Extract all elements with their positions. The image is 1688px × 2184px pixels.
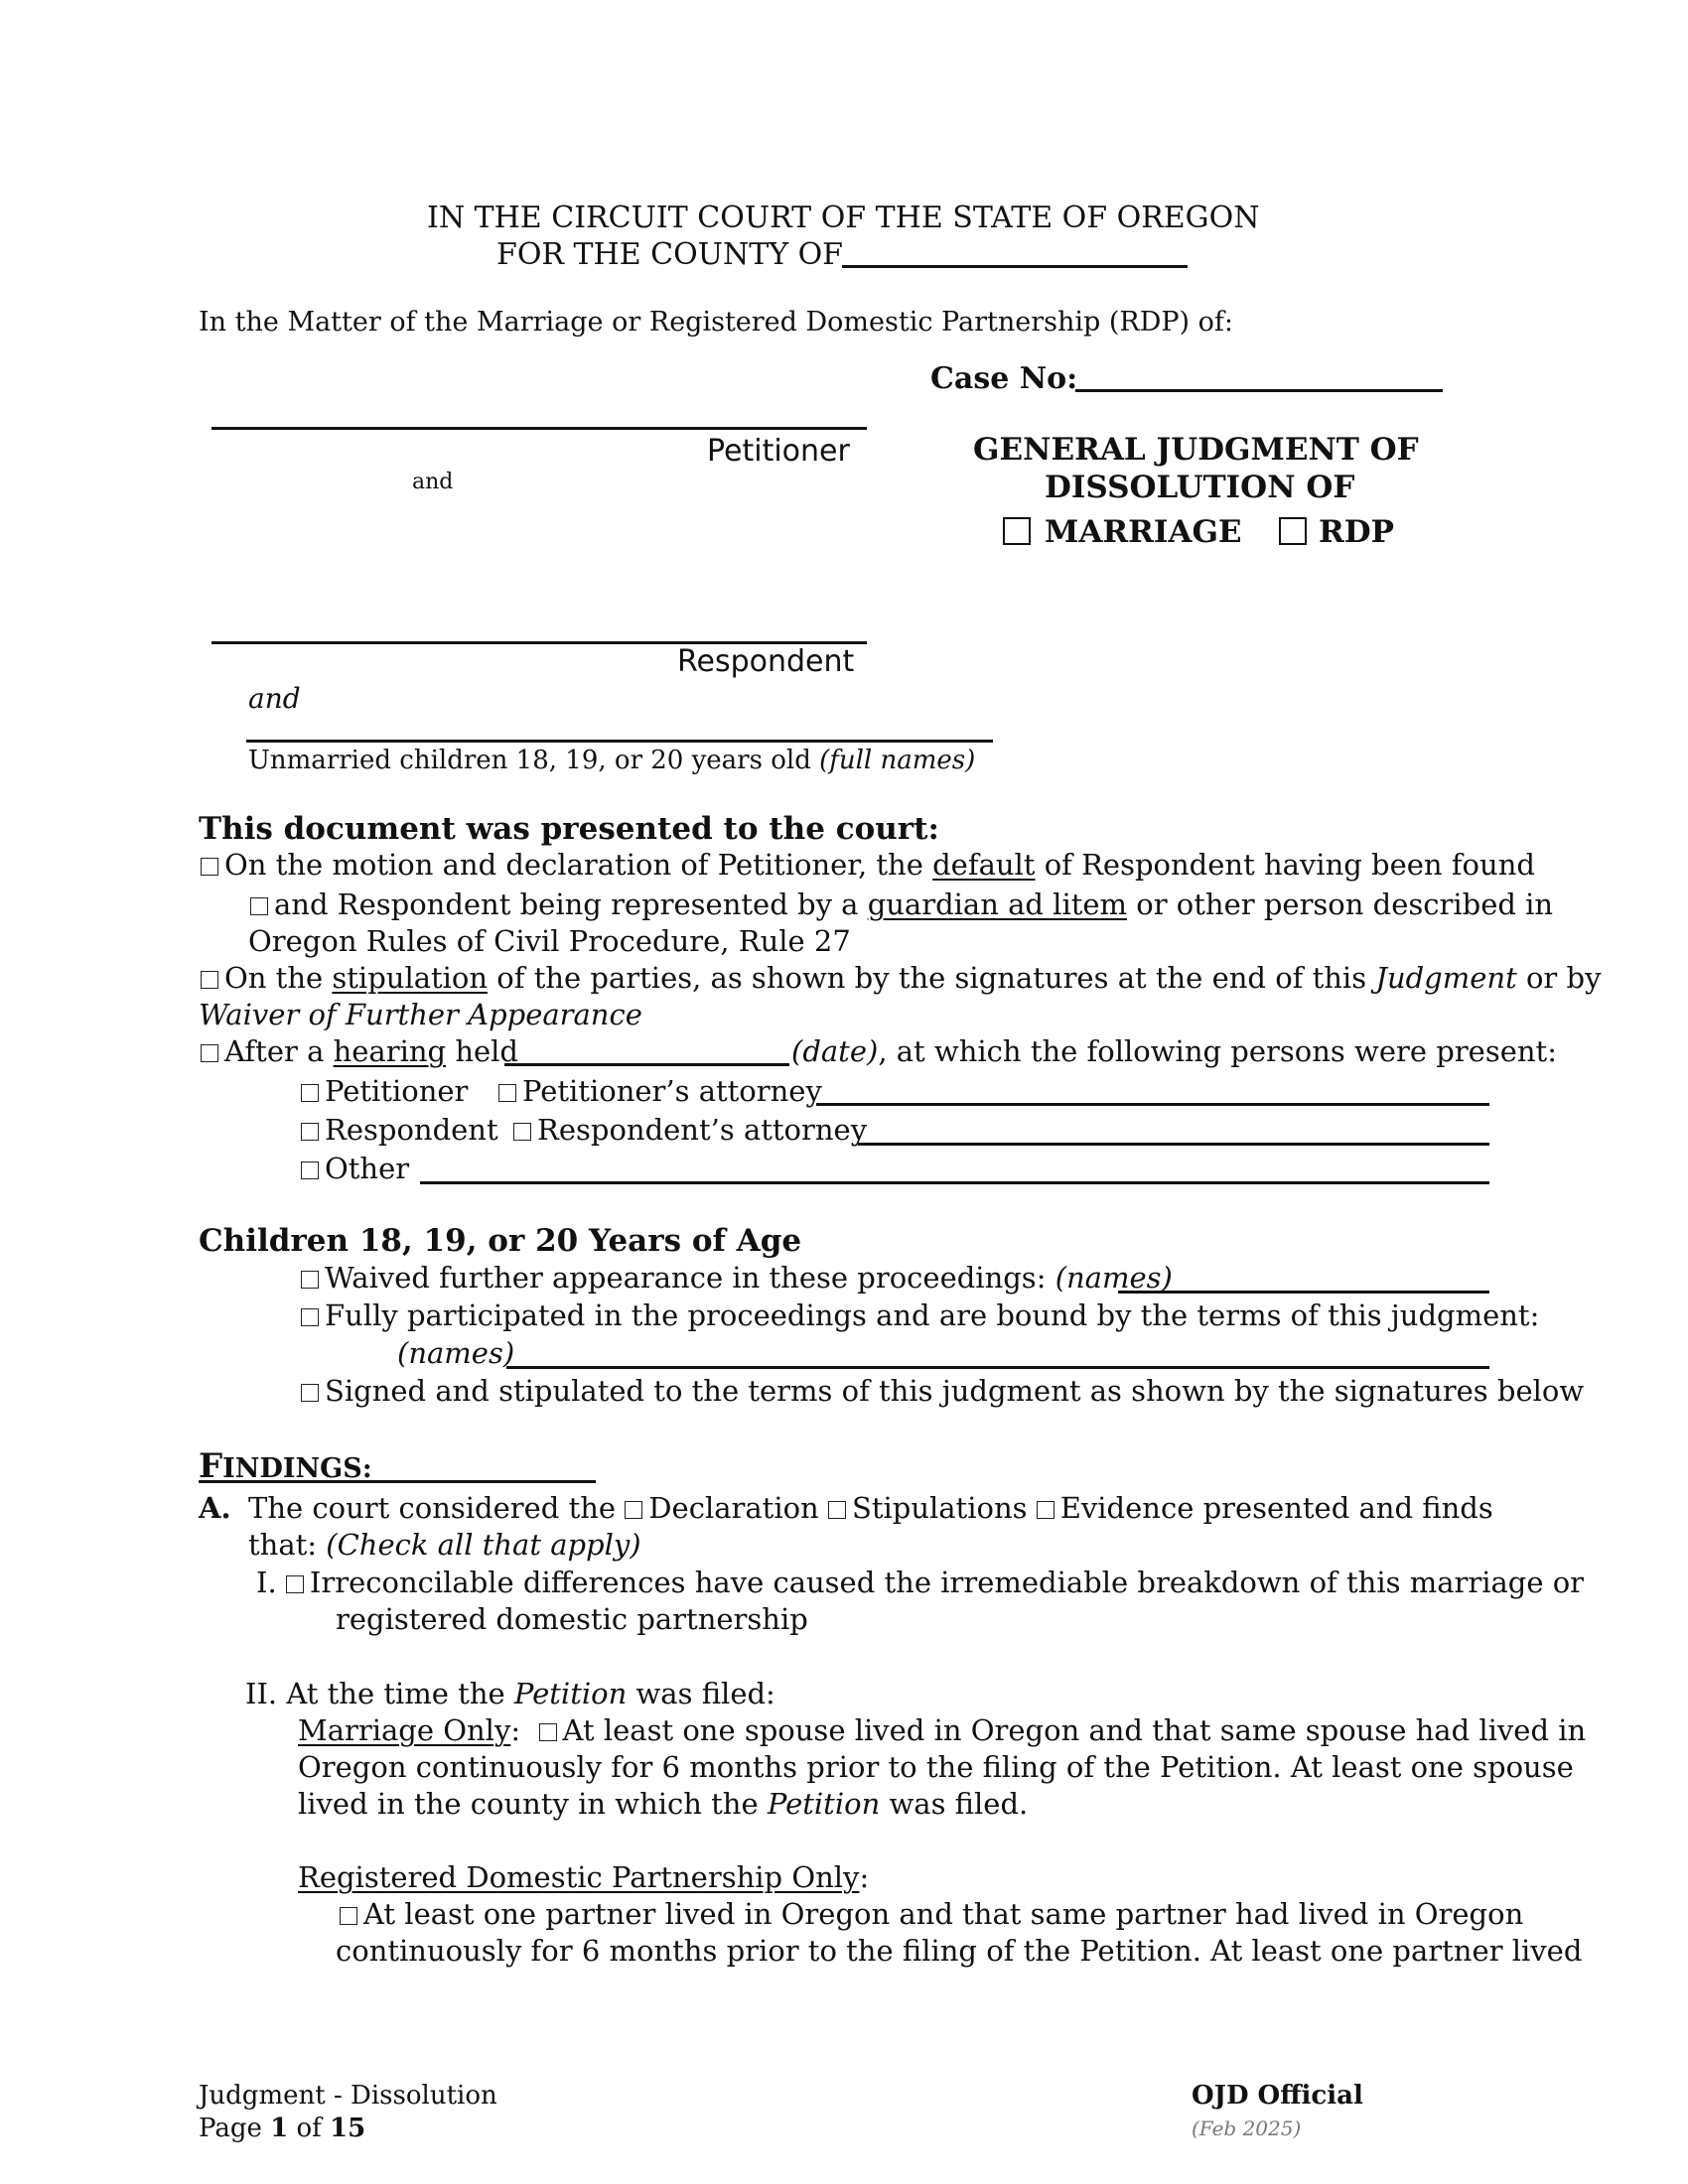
petitioner-name-field[interactable] (211, 427, 867, 430)
declaration-checkbox[interactable] (625, 1501, 642, 1519)
children-label: Unmarried children 18, 19, or 20 years old (full names) (248, 746, 976, 775)
finding-i-text2: registered domestic partnership (336, 1602, 808, 1636)
respondent-attorney-field[interactable] (858, 1143, 1489, 1146)
rdp-only-line2: continuously for 6 months prior to the filing of the Petition. At least one partner lived (336, 1934, 1583, 1968)
county-field[interactable] (842, 265, 1188, 268)
judgment-title-line2: DISSOLUTION OF (1045, 470, 1355, 505)
court-title-line2: FOR THE COUNTY OF (496, 237, 843, 272)
case-no-field[interactable] (1075, 389, 1443, 392)
petitioner-attorney-field[interactable] (816, 1103, 1489, 1106)
children-participated-checkbox[interactable] (301, 1308, 319, 1326)
finding-a-text2: that: (Check all that apply) (248, 1528, 641, 1562)
respondent-label: Respondent (677, 644, 855, 679)
rdp-checkbox[interactable] (1279, 517, 1307, 547)
guardian-checkbox[interactable] (250, 897, 268, 915)
hearing-date-label: (date), at which the following persons were present: (791, 1034, 1557, 1068)
present-respondent-attorney: Respondent’s attorney (513, 1116, 867, 1145)
marriage-option-label: MARRIAGE (1045, 514, 1242, 550)
presented-option-hearing: After a hearing held (201, 1037, 518, 1066)
case-no-label: Case No: (930, 361, 1078, 396)
marriage-only-line3: lived in the county in which the Petition was filed. (298, 1787, 1029, 1821)
court-title-line1: IN THE CIRCUIT COURT OF THE STATE OF OREGON (427, 201, 1260, 235)
presented-heading: This document was presented to the court: (199, 811, 939, 847)
and-italic-label: and (248, 682, 301, 715)
rdp-residency-checkbox[interactable] (340, 1907, 357, 1925)
rdp-option-label: RDP (1319, 514, 1394, 550)
present-respondent-checkbox[interactable] (301, 1123, 319, 1141)
stipulation-checkbox[interactable] (201, 971, 218, 989)
present-petitioner-attorney-checkbox[interactable] (498, 1084, 516, 1102)
stipulations-checkbox[interactable] (828, 1501, 846, 1519)
marriage-residency-checkbox[interactable] (539, 1723, 557, 1741)
present-petitioner-attorney: Petitioner’s attorney (498, 1077, 822, 1106)
findings-heading-underline (199, 1480, 596, 1483)
and-label: and (412, 470, 454, 494)
other-present-field[interactable] (420, 1181, 1489, 1184)
matter-text: In the Matter of the Marriage or Registered Domestic Partnership (RDP) of: (199, 307, 1234, 338)
present-other-checkbox[interactable] (301, 1161, 319, 1179)
judgment-title-line1: GENERAL JUDGMENT OF (973, 432, 1419, 468)
marriage-checkbox[interactable] (1003, 517, 1031, 547)
present-respondent: Respondent (301, 1116, 498, 1145)
present-petitioner: Petitioner (301, 1077, 468, 1106)
petitioner-label: Petitioner (707, 434, 850, 469)
present-respondent-attorney-checkbox[interactable] (513, 1123, 531, 1141)
finding-i: I. Irreconcilable differences have caused the irremediable breakdown of this marriage or (256, 1566, 1585, 1599)
footer-official: OJD Official (1192, 2081, 1363, 2111)
evidence-checkbox[interactable] (1037, 1501, 1055, 1519)
rdp-only-line1: At least one partner lived in Oregon and that same partner had lived in Oregon (340, 1900, 1523, 1929)
default-checkbox[interactable] (201, 858, 218, 876)
children-waived: Waived further appearance in these proceedings: (names) (301, 1264, 1173, 1293)
finding-a-text: The court considered the Declaration Stipulations Evidence presented and finds (248, 1491, 1493, 1525)
children-waived-names-field[interactable] (1118, 1291, 1489, 1294)
children-waived-checkbox[interactable] (301, 1271, 319, 1289)
hearing-checkbox[interactable] (201, 1044, 218, 1062)
present-petitioner-checkbox[interactable] (301, 1084, 319, 1102)
irreconcilable-checkbox[interactable] (286, 1575, 304, 1593)
marriage-only-line2: Oregon continuously for 6 months prior to the filing of the Petition. At least one spouse (298, 1750, 1574, 1784)
findings-heading: FINDINGS: (199, 1446, 372, 1486)
children-names-field[interactable] (246, 740, 993, 743)
children-signed-checkbox[interactable] (301, 1384, 319, 1402)
waiver-text: Waiver of Further Appearance (199, 998, 642, 1031)
finding-a-label: A. (199, 1491, 231, 1525)
children-signed: Signed and stipulated to the terms of this judgment as shown by the signatures below (301, 1377, 1584, 1406)
marriage-only-line1: Marriage Only: At least one spouse lived in Oregon and that same spouse had lived in (298, 1713, 1587, 1747)
children-participated: Fully participated in the proceedings and are bound by the terms of this judgment: (301, 1301, 1539, 1330)
children-participated-names-label: (names) (397, 1336, 515, 1370)
footer-date: (Feb 2025) (1192, 2116, 1302, 2140)
footer-page-number: Page 1 of 15 (199, 2114, 366, 2143)
children-participated-names-field[interactable] (506, 1366, 1489, 1369)
rdp-only-heading: Registered Domestic Partnership Only: (298, 1860, 870, 1894)
footer-doc-name: Judgment - Dissolution (199, 2081, 497, 2111)
present-other: Other (301, 1155, 409, 1183)
presented-option-default: On the motion and declaration of Petitioner, the default of Respondent having been found (201, 851, 1535, 880)
presented-option-stipulation: On the stipulation of the parties, as shown by the signatures at the end of this Judgment or by (201, 964, 1601, 993)
hearing-date-field[interactable] (504, 1063, 789, 1066)
finding-ii: II. At the time the Petition was filed: (245, 1677, 775, 1710)
orcp-rule-text: Oregon Rules of Civil Procedure, Rule 27 (248, 924, 851, 958)
presented-option-guardian: and Respondent being represented by a guardian ad litem or other person described in (250, 890, 1553, 919)
children-heading: Children 18, 19, or 20 Years of Age (199, 1223, 802, 1259)
